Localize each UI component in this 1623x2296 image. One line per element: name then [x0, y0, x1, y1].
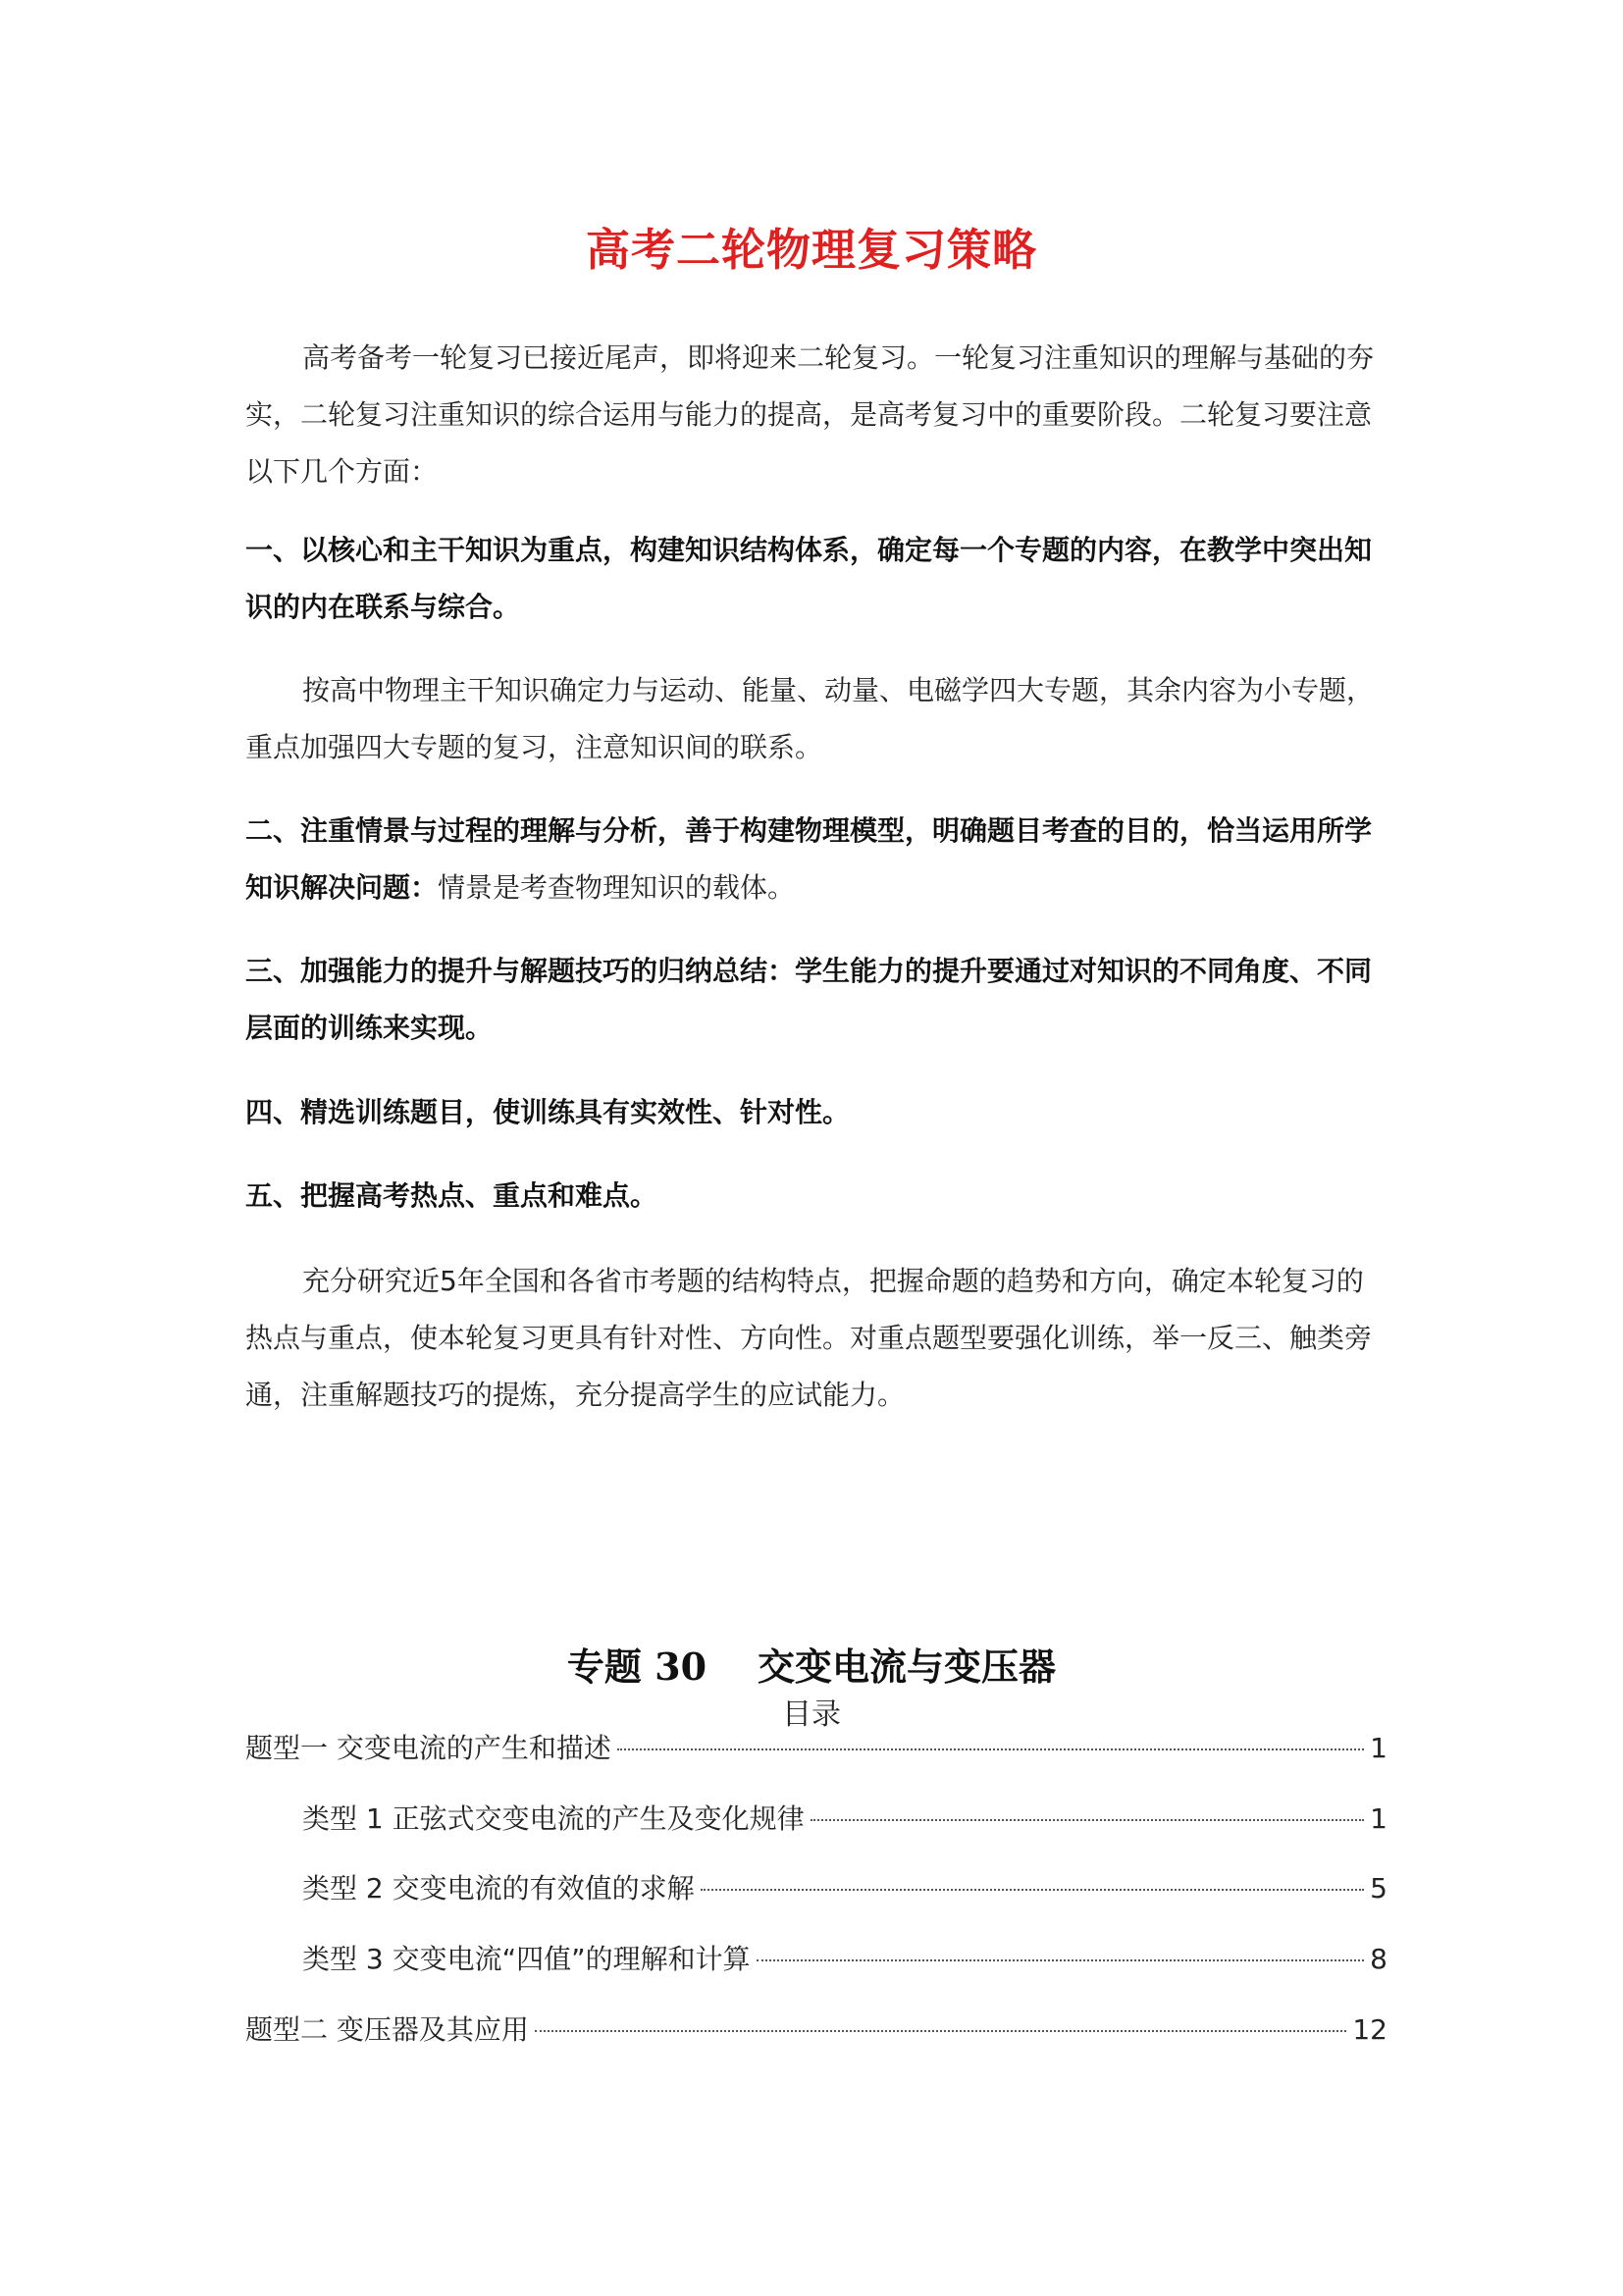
- toc-entry[interactable]: [302, 1938, 1387, 1977]
- toc-leader: [757, 1959, 1365, 1961]
- toc-entry-label: 题型一 交变电流的产生和描述: [245, 1732, 611, 1764]
- toc-entry[interactable]: [245, 2009, 1387, 2048]
- toc-entry[interactable]: [245, 1727, 1387, 1766]
- toc-entry-page: 1: [1370, 1732, 1387, 1764]
- toc-entry-page: 12: [1352, 2013, 1387, 2046]
- toc-entry-page: 5: [1370, 1872, 1387, 1905]
- page-title: 高考二轮物理复习策略: [585, 224, 1037, 276]
- toc-entry-page: 1: [1370, 1802, 1387, 1835]
- section-heading-5: 五、把握高考热点、重点和难点。: [245, 1179, 658, 1212]
- section-heading-1: 一、以核心和主干知识为重点，构建知识结构体系，确定每一个专题的内容，在教学中突出知识的内在联系与综合。: [245, 534, 1373, 623]
- section-1-text: 按高中物理主干知识确定力与运动、能量、动量、电磁学四大专题，其余内容为小专题，重点加强四大专题的复习，注意知识间的联系。: [245, 674, 1375, 763]
- toc-entry-label: 类型 1 正弦式交变电流的产生及变化规律: [302, 1802, 805, 1835]
- section-heading-2-bold: 二、注重情景与过程的理解与分析，善于构建物理模型，明确题目考查的目的，恰当运用所学知识解决问题：: [245, 814, 1373, 904]
- toc-entry-label: 类型 2 交变电流的有效值的求解: [302, 1872, 695, 1905]
- toc-entry-page: 8: [1370, 1943, 1387, 1975]
- topic-name: 交变电流与变压器: [758, 1644, 1057, 1689]
- section-heading-2-normal: 情景是考查物理知识的载体。: [438, 871, 796, 904]
- section-heading-4: 四、精选训练题目，使训练具有实效性、针对性。: [245, 1096, 851, 1128]
- topic-title: [0, 1637, 1623, 1691]
- section-heading-3: 三、加强能力的提升与解题技巧的归纳总结：学生能力的提升要通过对知识的不同角度、不同层面的训练来实现。: [245, 955, 1373, 1044]
- toc-entry-label: 类型 3 交变电流“四值”的理解和计算: [302, 1943, 751, 1975]
- section-5-text: 充分研究近5年全国和各省市考题的结构特点，把握命题的趋势和方向，确定本轮复习的热点与重点，使本轮复习更具有针对性、方向性。对重点题型要强化训练，举一反三、触类旁通，注重解题技巧的提炼，充分提高学生的应试能力。: [245, 1265, 1373, 1411]
- toc-entry-label: 题型二 变压器及其应用: [245, 2013, 529, 2046]
- intro-paragraph: 高考备考一轮复习已接近尾声，即将迎来二轮复习。一轮复习注重知识的理解与基础的夯实，二轮复习注重知识的综合运用与能力的提高，是高考复习中的重要阶段。二轮复习要注意以下几个方面：: [245, 341, 1375, 488]
- toc-leader: [811, 1819, 1365, 1821]
- toc-leader: [535, 2030, 1346, 2032]
- section-heading-2: [245, 803, 1387, 916]
- topic-number: 专题 30: [566, 1644, 707, 1689]
- toc-leader: [617, 1748, 1364, 1750]
- toc-leader: [701, 1889, 1365, 1891]
- toc-entry[interactable]: [302, 1867, 1387, 1906]
- toc-entry[interactable]: [302, 1798, 1387, 1837]
- toc-heading: 目录: [782, 1697, 841, 1732]
